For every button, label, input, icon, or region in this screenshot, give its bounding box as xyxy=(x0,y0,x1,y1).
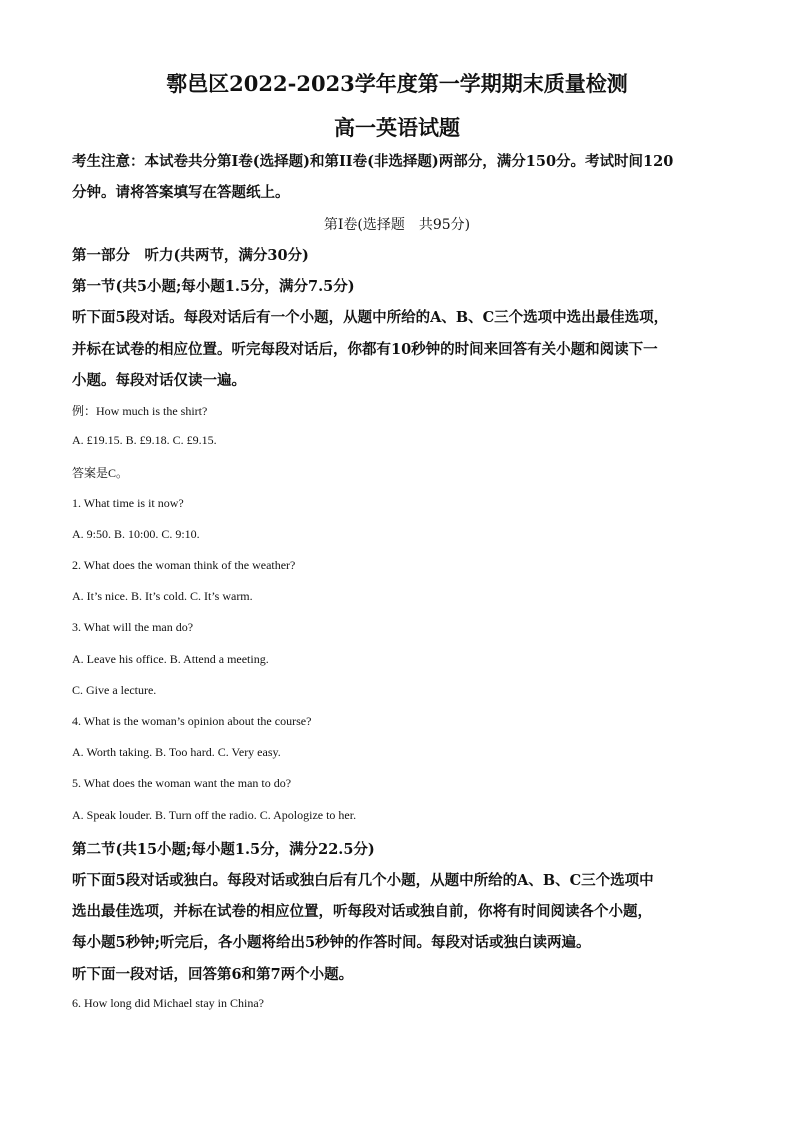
question-5-options: A. Speak louder. B. Turn off the radio. C. Apologize to her. xyxy=(72,808,357,822)
part-one-heading: 第I卷(选择题 共95分) xyxy=(323,217,471,233)
exam-subtitle: 高一英语试题 xyxy=(334,115,460,140)
question-3-options-a-b: A. Leave his office. B. Attend a meeting. xyxy=(72,652,269,666)
question-6: 6. How long did Michael stay in China? xyxy=(72,996,264,1010)
listening-part-heading: 第一部分 听力(共两节，满分30分) xyxy=(72,247,309,264)
question-4-options: A. Worth taking. B. Too hard. C. Very easy. xyxy=(72,745,281,759)
section-two-instruction-2: 选出最佳选项，并标在试卷的相应位置，听每段对话或独自前，你将有时间阅读各个小题， xyxy=(72,903,652,920)
dialog-intro: 听下面一段对话，回答第6和第7两个小题。 xyxy=(72,966,354,983)
question-3: 3. What will the man do? xyxy=(72,620,194,634)
question-2: 2. What does the woman think of the weather? xyxy=(72,558,296,572)
example-question: 例：How much is the shirt? xyxy=(72,404,208,418)
question-5: 5. What does the woman want the man to do? xyxy=(72,776,292,790)
question-3-option-c: C. Give a lecture. xyxy=(72,683,157,697)
section-one-subheading: 第一节(共5小题;每小题1.5分，满分7.5分) xyxy=(72,278,355,295)
question-4: 4. What is the woman’s opinion about the course? xyxy=(72,714,312,728)
example-answer: 答案是C。 xyxy=(72,466,129,480)
section-one-instruction-2: 并标在试卷的相应位置。听完每段对话后，你都有10秒钟的时间来回答有关小题和阅读下一 xyxy=(72,341,658,358)
question-2-options: A. It’s nice. B. It’s cold. C. It’s warm. xyxy=(72,589,253,603)
section-one-instruction-3: 小题。每段对话仅读一遍。 xyxy=(72,372,246,389)
exam-title: 鄠邑区2022-2023学年度第一学期期末质量检测 xyxy=(166,71,628,96)
question-1: 1. What time is it now? xyxy=(72,496,184,510)
section-one-instruction-1: 听下面5段对话。每段对话后有一个小题，从题中所给的A、B、C三个选项中选出最佳选项， xyxy=(72,309,669,326)
notice-line-1: 考生注意：本试卷共分第I卷(选择题)和第II卷(非选择题)两部分，满分150分。考试时间120 xyxy=(72,153,674,170)
question-1-options: A. 9:50. B. 10:00. C. 9:10. xyxy=(72,527,200,541)
section-two-instruction-1: 听下面5段对话或独白。每段对话或独白后有几个小题，从题中所给的A、B、C三个选项中 xyxy=(72,872,654,889)
example-options: A. £19.15. B. £9.18. C. £9.15. xyxy=(72,433,217,447)
section-two-instruction-3: 每小题5秒钟;听完后，各小题将给出5秒钟的作答时间。每段对话或独白读两遍。 xyxy=(72,934,591,951)
notice-line-2: 分钟。请将答案填写在答题纸上。 xyxy=(72,184,290,201)
section-two-subheading: 第二节(共15小题;每小题1.5分，满分22.5分) xyxy=(72,841,375,858)
